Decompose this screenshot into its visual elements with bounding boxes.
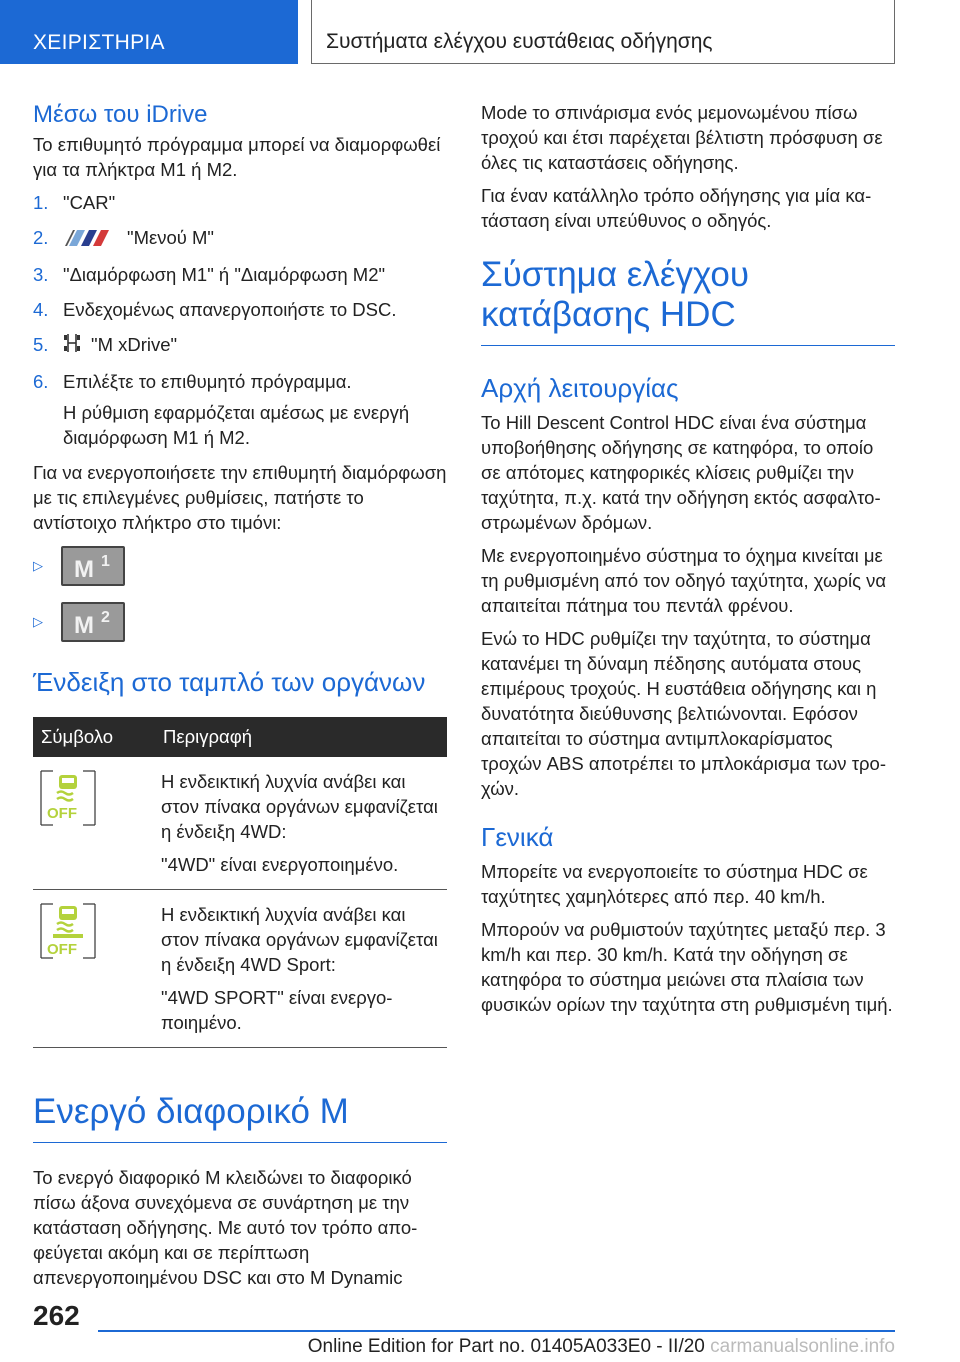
step-item — [33, 369, 447, 450]
step-text: "CAR" — [63, 192, 116, 213]
diff-heading-wrap — [33, 1092, 447, 1143]
symbol-table — [33, 717, 447, 1048]
steps-list — [33, 190, 447, 450]
col-symbol-header: Σύμβολο — [33, 717, 155, 757]
col-desc-header: Περιγραφή — [155, 717, 447, 757]
table-row — [33, 757, 447, 890]
step-note: Η ρύθμιση εφαρμόζεται αμέσως με ενεργή διαμόρφωση M1 ή M2. — [63, 401, 410, 448]
header-section: ΧΕΙΡΙΣΤΗΡΙΑ — [33, 31, 165, 54]
m1-steering-button — [61, 546, 125, 586]
off-label: OFF — [47, 804, 77, 822]
diff-text: Το ενεργό διαφορικό M κλειδώνει το διαφορικό πίσω άξονα συνεχόμενα σε συνάρτηση με την κατάσταση οδήγησης. Με αυτό τον τρόπο αποφεύγεται ακόμη και σε περίπτωση απενεργοποιημένου DSC και στο M Dynamic — [33, 1166, 418, 1288]
m1-button-digit: 1 — [101, 552, 110, 570]
step-number: 5. — [33, 333, 49, 355]
idrive-heading: Μέσω του iDrive — [33, 101, 208, 128]
desc-cell — [155, 889, 447, 1047]
m2-button-digit: 2 — [101, 608, 110, 626]
activate-text: Για να ενεργοποιήσετε την επιθυμητή διαμόρφωση με τις επιλεγμένες ρυθμίσεις, πατήστε το αντίστοιχο πλήκτρο στο τιμόνι: — [33, 461, 447, 533]
table-row — [33, 889, 447, 1047]
desc-cell — [155, 757, 447, 890]
step-text: Επιλέξτε το επιθυμητό πρόγραμμα. — [63, 370, 352, 392]
m1-button-text: M — [74, 555, 94, 582]
diff-heading: Ενεργό διαφορικό M — [33, 1091, 349, 1131]
principle-paragraph-2: Με ενεργοποιημένο σύστημα το όχημα κινείται με τη ρυθμισμένη από τον οδηγό ταχύτητα, χωρίς να απαιτείται πάτημα του πεντάλ φρένου. — [481, 545, 887, 616]
principle-paragraph-1: Το Hill Descent Control HDC είναι ένα σύστημα υποβοήθησης οδήγησης σε κατηφόρα, το οποίο σε απότομες κατηφορικές κλίσεις ρυθμίζει την ταχύτητα, π.χ. κατά την οδήγηση εκτός ασφαλτοστρωμένων δρόμων. — [481, 412, 881, 533]
xdrive-icon — [63, 333, 81, 359]
step-item — [33, 262, 447, 287]
symbol-cell — [33, 757, 155, 890]
step-number: 1. — [33, 192, 49, 213]
footer-edition — [308, 1336, 895, 1358]
page-number: 262 — [33, 1300, 80, 1331]
triangle-bullet-icon: ▷ — [33, 614, 43, 630]
hdc-heading: Σύστημα ελέγχου κατάβασης HDC — [481, 255, 750, 334]
hdc-off-warning-icon — [39, 769, 97, 827]
header-section-tab — [0, 0, 298, 64]
footer-divider — [98, 1330, 895, 1332]
hdc-off-sport-warning-icon — [39, 902, 97, 960]
row-desc: Η ενδεικτική λυχνία ανάβει και στον πίνακα οργάνων εμφανίζεται η ένδειξη 4WD: — [161, 770, 438, 842]
general-paragraph-1: Μπορείτε να ενεργοποιείτε το σύστημα HDC σε ταχύτητες χαμηλότερες από περ. 40 km/h. — [481, 861, 868, 907]
triangle-bullet-icon: ▷ — [33, 558, 43, 574]
step-number: 6. — [33, 370, 49, 392]
step-text: "Μενού M" — [127, 227, 214, 248]
display-heading: Ένδειξη στο ταμπλό των οργάνων — [33, 666, 426, 697]
m2-button-text: M — [74, 611, 94, 638]
left-column — [33, 100, 447, 1298]
principle-heading: Αρχή λειτουργίας — [481, 373, 679, 403]
step-item — [33, 225, 447, 252]
continued-paragraph-1: Mode το σπινάρισμα ενός μεμονωμένου πίσω τροχού και έτσι παρέχεται βέλτιστη πρόσφυση σε όλες τις καταστάσεις οδήγησης. — [481, 102, 883, 173]
step-text: "Διαμόρφωση M1" ή "Διαμόρφωση M2" — [63, 263, 386, 285]
row-status: "4WD" είναι ενεργοποιημένο. — [161, 853, 399, 875]
principle-paragraph-3: Ενώ το HDC ρυθμίζει την ταχύτητα, το σύστημα κατανέμει τη δύναμη πέδησης αυτόματα στους επιμέρους τροχούς. Η ευστάθεια οδήγησης και η δυνατότητα διεύθυνσης βελτιώνονται. Εφόσον απαιτείται το σύστημα αντιμπλοκαρίσματος τροχών ABS αποτρέπει το μπλοκάρισμα των τροχών. — [481, 628, 886, 799]
header-chapter: Συστήματα ελέγχου ευστάθειας οδήγησης — [326, 30, 713, 53]
step-number: 4. — [33, 298, 49, 320]
step-item — [33, 190, 447, 215]
watermark-text: carmanualsonline.info — [710, 1336, 895, 1357]
idrive-intro: Το επιθυμητό πρόγραμμα μπορεί να διαμορφωθεί για τα πλήκτρα M1 ή M2. — [33, 134, 441, 180]
general-paragraph-2: Μπορούν να ρυθμιστούν ταχύτητες μεταξύ περ. 3 km/h και περ. 30 km/h. Κατά την οδήγηση σε κατηφόρα το σύστημα μειώνει στα πλαίσια των φυσικών ορίων την ταχύτητα στη ρυθμισμένη τιμή. — [481, 919, 893, 1015]
m2-bullet — [33, 601, 447, 643]
step-item — [33, 297, 447, 322]
symbol-cell — [33, 889, 155, 1047]
step-number: 2. — [33, 227, 49, 248]
m1-bullet — [33, 545, 447, 587]
edition-text: Online Edition for Part no. 01405A033E0 - II/20 — [307, 1336, 705, 1357]
row-desc: Η ενδεικτική λυχνία ανάβει και στον πίνακα οργάνων εμφανίζεται η ένδειξη 4WD Sport: — [161, 903, 438, 975]
step-text: Ενδεχομένως απανεργοποιήστε το DSC. — [63, 298, 397, 320]
row-status: "4WD SPORT" είναι ενεργοποιημένο. — [161, 986, 393, 1033]
continued-paragraph-2: Για έναν κατάλληλο τρόπο οδήγησης για μία κατάσταση είναι υπεύθυνος ο οδηγός. — [481, 185, 872, 231]
table-header-row — [33, 717, 447, 757]
off-label: OFF — [47, 940, 77, 958]
right-column — [481, 100, 895, 1025]
hdc-heading-wrap — [481, 255, 895, 346]
header-chapter-box — [311, 0, 895, 64]
step-text: "M xDrive" — [91, 333, 178, 355]
m2-steering-button — [61, 602, 125, 642]
step-number: 3. — [33, 263, 49, 285]
step-item — [33, 332, 447, 359]
general-heading: Γενικά — [481, 822, 554, 852]
m-stripes-icon — [63, 227, 117, 252]
